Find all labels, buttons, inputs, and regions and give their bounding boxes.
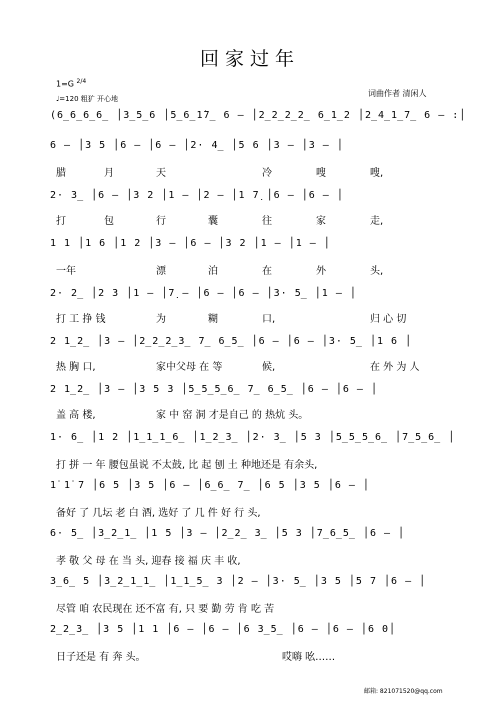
song-title: 回家过年 — [199, 48, 300, 70]
lyric-text: 打 工 挣 钱 — [56, 314, 106, 325]
key-label: 1=G — [56, 79, 74, 89]
lyric-text: 走, — [370, 216, 384, 227]
notation-text: 6 – │3 5 │6 – │6 – │2· 4̲ │5 6 │3 – │3 – │ — [50, 140, 344, 151]
lyric-text: 候, — [262, 362, 276, 373]
lyric-text: 冷 — [262, 168, 272, 179]
notation-line — [0, 288, 500, 304]
notation-line — [0, 238, 500, 254]
lyric-text: 在 外 为 人 — [370, 362, 420, 373]
lyric-text: 往 — [262, 216, 272, 227]
notation-line — [0, 336, 500, 352]
lyric-text: 尽管 咱 农民现在 还不富 有, 只 要 勤 劳 肯 吃 苦 — [56, 604, 275, 615]
composer-credit: 词曲作者 清闲人 — [368, 89, 427, 98]
notation-line — [0, 480, 500, 496]
lyric-text: 糊 — [208, 314, 218, 325]
lyric-text: 家 — [316, 216, 326, 227]
lyric-line — [0, 262, 500, 278]
lyric-text: 外 — [316, 266, 326, 277]
lyric-text: 行 — [156, 216, 166, 227]
lyric-text: 家中父母 在 等 — [156, 362, 223, 373]
lyric-text: 哎嗨 吆…… — [282, 652, 336, 663]
lyric-text: 孝 敬 父 母 在 当 头, 迎春 接 福 庆 丰 收, — [56, 556, 241, 567]
lyric-text: 热 胸 口, — [56, 362, 96, 373]
notation-text: 1· 6̲ │1 2 │1̲1̲1̲6̲ │1̲2̲3̲ │2· 3̲ │5 3 │5̲5̲5̲6̲ │7̲5̲6̲ │ — [50, 432, 456, 443]
notation-line — [0, 576, 500, 592]
lyric-text: 嗖 — [316, 168, 326, 179]
lyric-line — [0, 504, 500, 520]
lyric-text: 归 心 切 — [370, 314, 407, 325]
lyric-text: 为 — [156, 314, 166, 325]
lyric-line — [0, 648, 500, 664]
time-signature: 2/4 — [76, 78, 87, 85]
lyric-line — [0, 358, 500, 374]
lyric-text: 备好 了 几坛 老 白 酒, 选好 了 几 件 好 行 头, — [56, 508, 261, 519]
email-footer: 邮箱: 821071520@qq.com — [364, 688, 443, 695]
lyric-line — [0, 310, 500, 326]
notation-line — [0, 432, 500, 448]
notation-line — [0, 384, 500, 400]
lyric-text: 盖 高 楼, — [56, 410, 96, 421]
notation-text: 2· 2̲ │2 3 │1 – │7̣ – │6 – │6 – │3· 5̲ │1 – │ — [50, 288, 357, 299]
lyric-text: 家 中 窑 洞 才是自己 的 热炕 头。 — [156, 410, 309, 421]
lyric-text: 天 — [156, 168, 166, 179]
lyric-text: 包 — [104, 216, 114, 227]
lyric-text: 腊 — [56, 168, 66, 179]
notation-text: 1 1 │1 6 │1 2 │3 – │6 – │3 2 │1 – │1 – │ — [50, 238, 331, 249]
lyric-text: 打 拼 一 年 腰包虽说 不太鼓, 比 起 刨 土 种地还是 有余头, — [56, 460, 318, 471]
lyric-text: 在 — [262, 266, 272, 277]
lyric-text: 日子还是 有 奔 头。 — [56, 652, 146, 663]
lyric-text: 囊 — [208, 216, 218, 227]
notation-text: 2 1̲2̲ │3 – │3 5 3 │5̲5̲5̲6̲ 7̲ 6̲5̲ │6 – │6 – │ — [50, 384, 378, 395]
notation-text: 2· 3̲ │6 – │3 2 │1 – │2 – │1 7̣ │6 – │6 – │ — [50, 190, 344, 201]
tempo-marking: ♩=120 粗犷 开心地 — [56, 95, 118, 103]
notation-text: 2̲2̲3̲ │3 5 │1 1 │6 – │6 – │6 3̲5̲ │6 – │6 – │6 0│ — [50, 624, 397, 635]
lyric-line — [0, 552, 500, 568]
notation-text: 6· 5̲ │3̲2̲1̲ │1 5 │3 – │2̲2̲ 3̲ │5 3 │7̲6̲5̲ │6 – │ — [50, 528, 406, 539]
key-signature — [56, 78, 86, 89]
lyric-text: 口, — [262, 314, 276, 325]
lyric-text: 打 — [56, 216, 66, 227]
lyric-text: 嗖, — [370, 168, 384, 179]
notation-text: (6̲6̲6̲6̲ │3̲5̲6 │5̲6̲1̇7̲ 6 – │2̲2̲2̲2̲ 6̲1̲2 │2̲4̲1̲7̲ 6 – :│ — [50, 110, 467, 121]
lyric-line — [0, 406, 500, 422]
notation-line — [0, 528, 500, 544]
lyric-line — [0, 212, 500, 228]
notation-line — [0, 190, 500, 206]
notation-text: 3̲6̲ 5 │3̲2̲1̲1̲ │1̲1̲5̲ 3 │2 – │3· 5̲ │3 5 │5 7 │6 – │ — [50, 576, 427, 587]
lyric-text: 头, — [370, 266, 384, 277]
notation-text: 1̇ 1̇ 7 │6 5 │3 5 │6 – │6̲6̲ 7̲ │6 5 │3 5 │6 – │ — [50, 480, 370, 491]
lyric-text: 一年 — [56, 266, 76, 277]
lyric-line — [0, 456, 500, 472]
lyric-text: 月 — [104, 168, 114, 179]
lyric-text: 泊 — [208, 266, 218, 277]
notation-text: 2 1̲2̲ │3 – │2̲2̲2̲3̲ 7̲ 6̲5̲ │6 – │6 – │3· 5̲ │1 6 │ — [50, 336, 413, 347]
notation-line — [0, 110, 500, 126]
lyric-text: 漂 — [156, 266, 166, 277]
notation-line — [0, 624, 500, 640]
lyric-line — [0, 600, 500, 616]
notation-line — [0, 140, 500, 156]
lyric-line — [0, 164, 500, 180]
